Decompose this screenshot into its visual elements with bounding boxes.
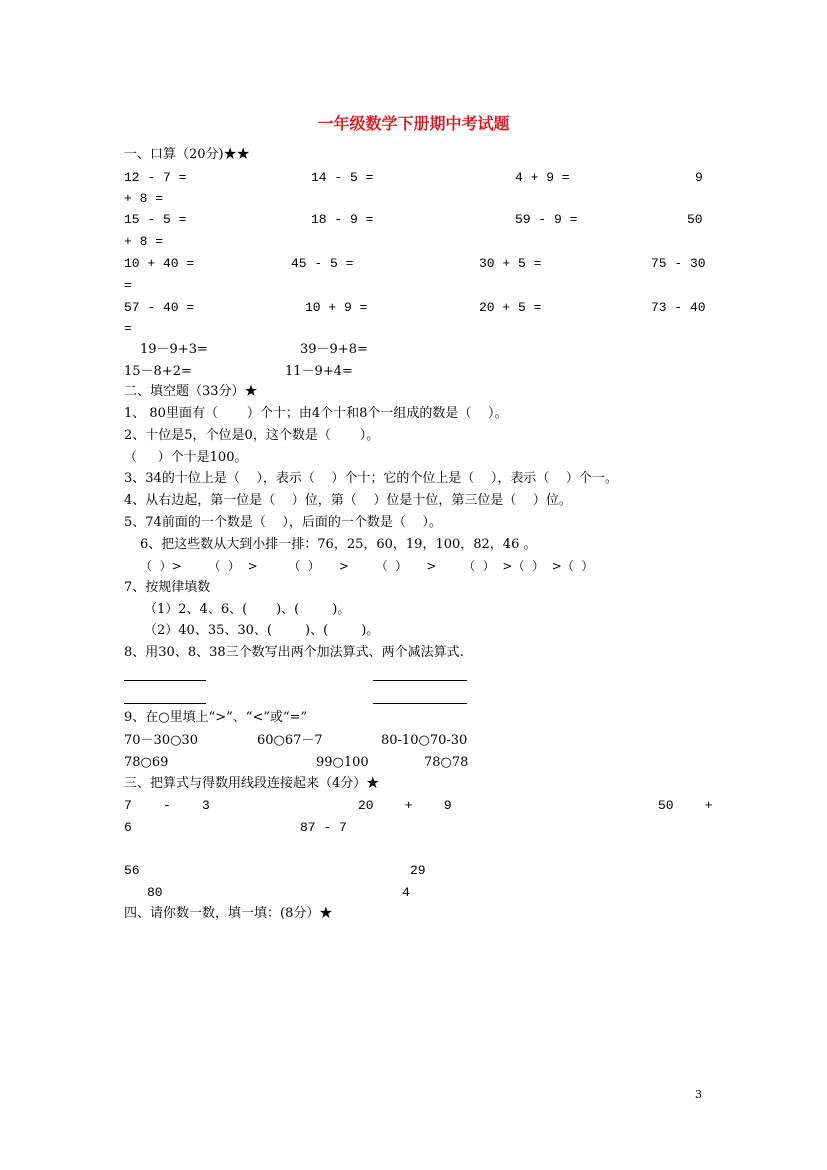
s1-r3-c1: 10 + 40 = [124,256,195,271]
s1-r5-c1: 19－9+3= [140,342,208,357]
q1: 1、 80里面有（ ）个十；由4个十和8个一组成的数是（ ）。 [124,406,508,421]
q2: 2、十位是5，个位是0，这个数是（ ）。 [124,428,380,443]
s3-r4-c2: 4 [402,885,410,900]
q3: 3、34的十位上是（ ），表示（ ）个十；它的个位上是（ ），表示（ ）个一。 [124,471,618,486]
s1-r3-c2: 45 - 5 = [291,256,354,271]
section-3-heading: 三、把算式与得数用线段连接起来（4分）★ [124,776,380,791]
q8-answer-line [124,703,206,704]
s1-r3-c4: 75 - 30 [651,256,706,271]
q9: 9、在○里填上“>”、“<”或“=” [124,710,308,725]
q5: 5、74前面的一个数是（ ），后面的一个数是（ ）。 [124,515,442,530]
q8-answer-line [373,680,467,681]
section-1-heading: 一、口算（20分)★★ [124,147,250,162]
s1-r2-c2: 18 - 9 = [311,212,374,227]
s1-r4-c3: 20 + 5 = [479,300,542,315]
s1-r4-wrap: = [124,321,132,336]
s3-r3-c2: 29 [410,863,426,878]
s1-r6-c1: 15－8+2= [124,364,192,379]
s3-r1-c2: 20 + 9 [358,798,452,813]
s3-r1-c3: 50 + [658,798,713,813]
s3-r3-c1: 56 [124,863,140,878]
s1-r4-c1: 57 - 40 = [124,300,195,315]
q8-answer-line [124,680,206,681]
q7-1: （1）2、4、6、( )、( )。 [144,602,351,617]
q6-blanks: （ ）> （ ） > （ ） > （ ） > （ ） >（ ） >（ ） [140,559,594,573]
s3-r1-c1: 7 - 3 [124,798,210,813]
section-4-heading: 四、请你数一数，填一填：(8分）★ [124,906,333,921]
s1-r3-c3: 30 + 5 = [479,256,542,271]
q9-r2-c2: 99○100 [316,755,369,770]
q7: 7、按规律填数 [124,580,211,595]
q4: 4、从右边起，第一位是（ ）位，第（ ）位是十位，第三位是（ ）位。 [124,493,572,508]
s1-r2-wrap: + 8 = [124,234,164,249]
s1-r2-c4: 50 [687,212,703,227]
q9-r1-c3: 80-10○70-30 [381,733,468,748]
q9-r1-c2: 60○67－7 [257,733,323,748]
s1-r3-wrap: = [124,278,132,293]
page-number: 3 [695,1088,702,1101]
q9-r2-c3: 78○78 [424,755,469,770]
q6: 6、把这些数从大到小排一排：76，25，60，19，100，82，46 。 [140,537,537,552]
s1-r1-wrap: + 8 = [124,191,164,206]
page-title: 一年级数学下册期中考试题 [317,114,510,133]
s1-r1-c3: 4 + 9 = [515,170,570,185]
s1-r6-c2: 11－9+4= [285,364,353,379]
s1-r4-c4: 73 - 40 [651,300,706,315]
q2-b: （ ）个十是100。 [124,450,248,465]
q9-r2-c1: 78○69 [124,755,169,770]
q8-answer-line [373,703,467,704]
s3-r2-c1: 6 [124,820,132,835]
q7-2: （2）40、35、30、( )、( )。 [144,623,380,638]
s1-r5-c2: 39－9+8= [300,342,368,357]
s1-r2-c3: 59 - 9 = [515,212,578,227]
s3-r4-c1: 80 [147,885,163,900]
s1-r2-c1: 15 - 5 = [124,212,187,227]
s1-r1-c2: 14 - 5 = [311,170,374,185]
s1-r1-c4: 9 [695,170,703,185]
q8: 8、用30、8、38三个数写出两个加法算式、两个减法算式. [124,645,464,660]
s1-r1-c1: 12 - 7 = [124,170,187,185]
s3-r2-c2: 87 - 7 [300,820,347,835]
s1-r4-c2: 10 + 9 = [305,300,368,315]
section-2-heading: 二、填空题（33分）★ [124,384,258,399]
q9-r1-c1: 70－30○30 [124,733,198,748]
